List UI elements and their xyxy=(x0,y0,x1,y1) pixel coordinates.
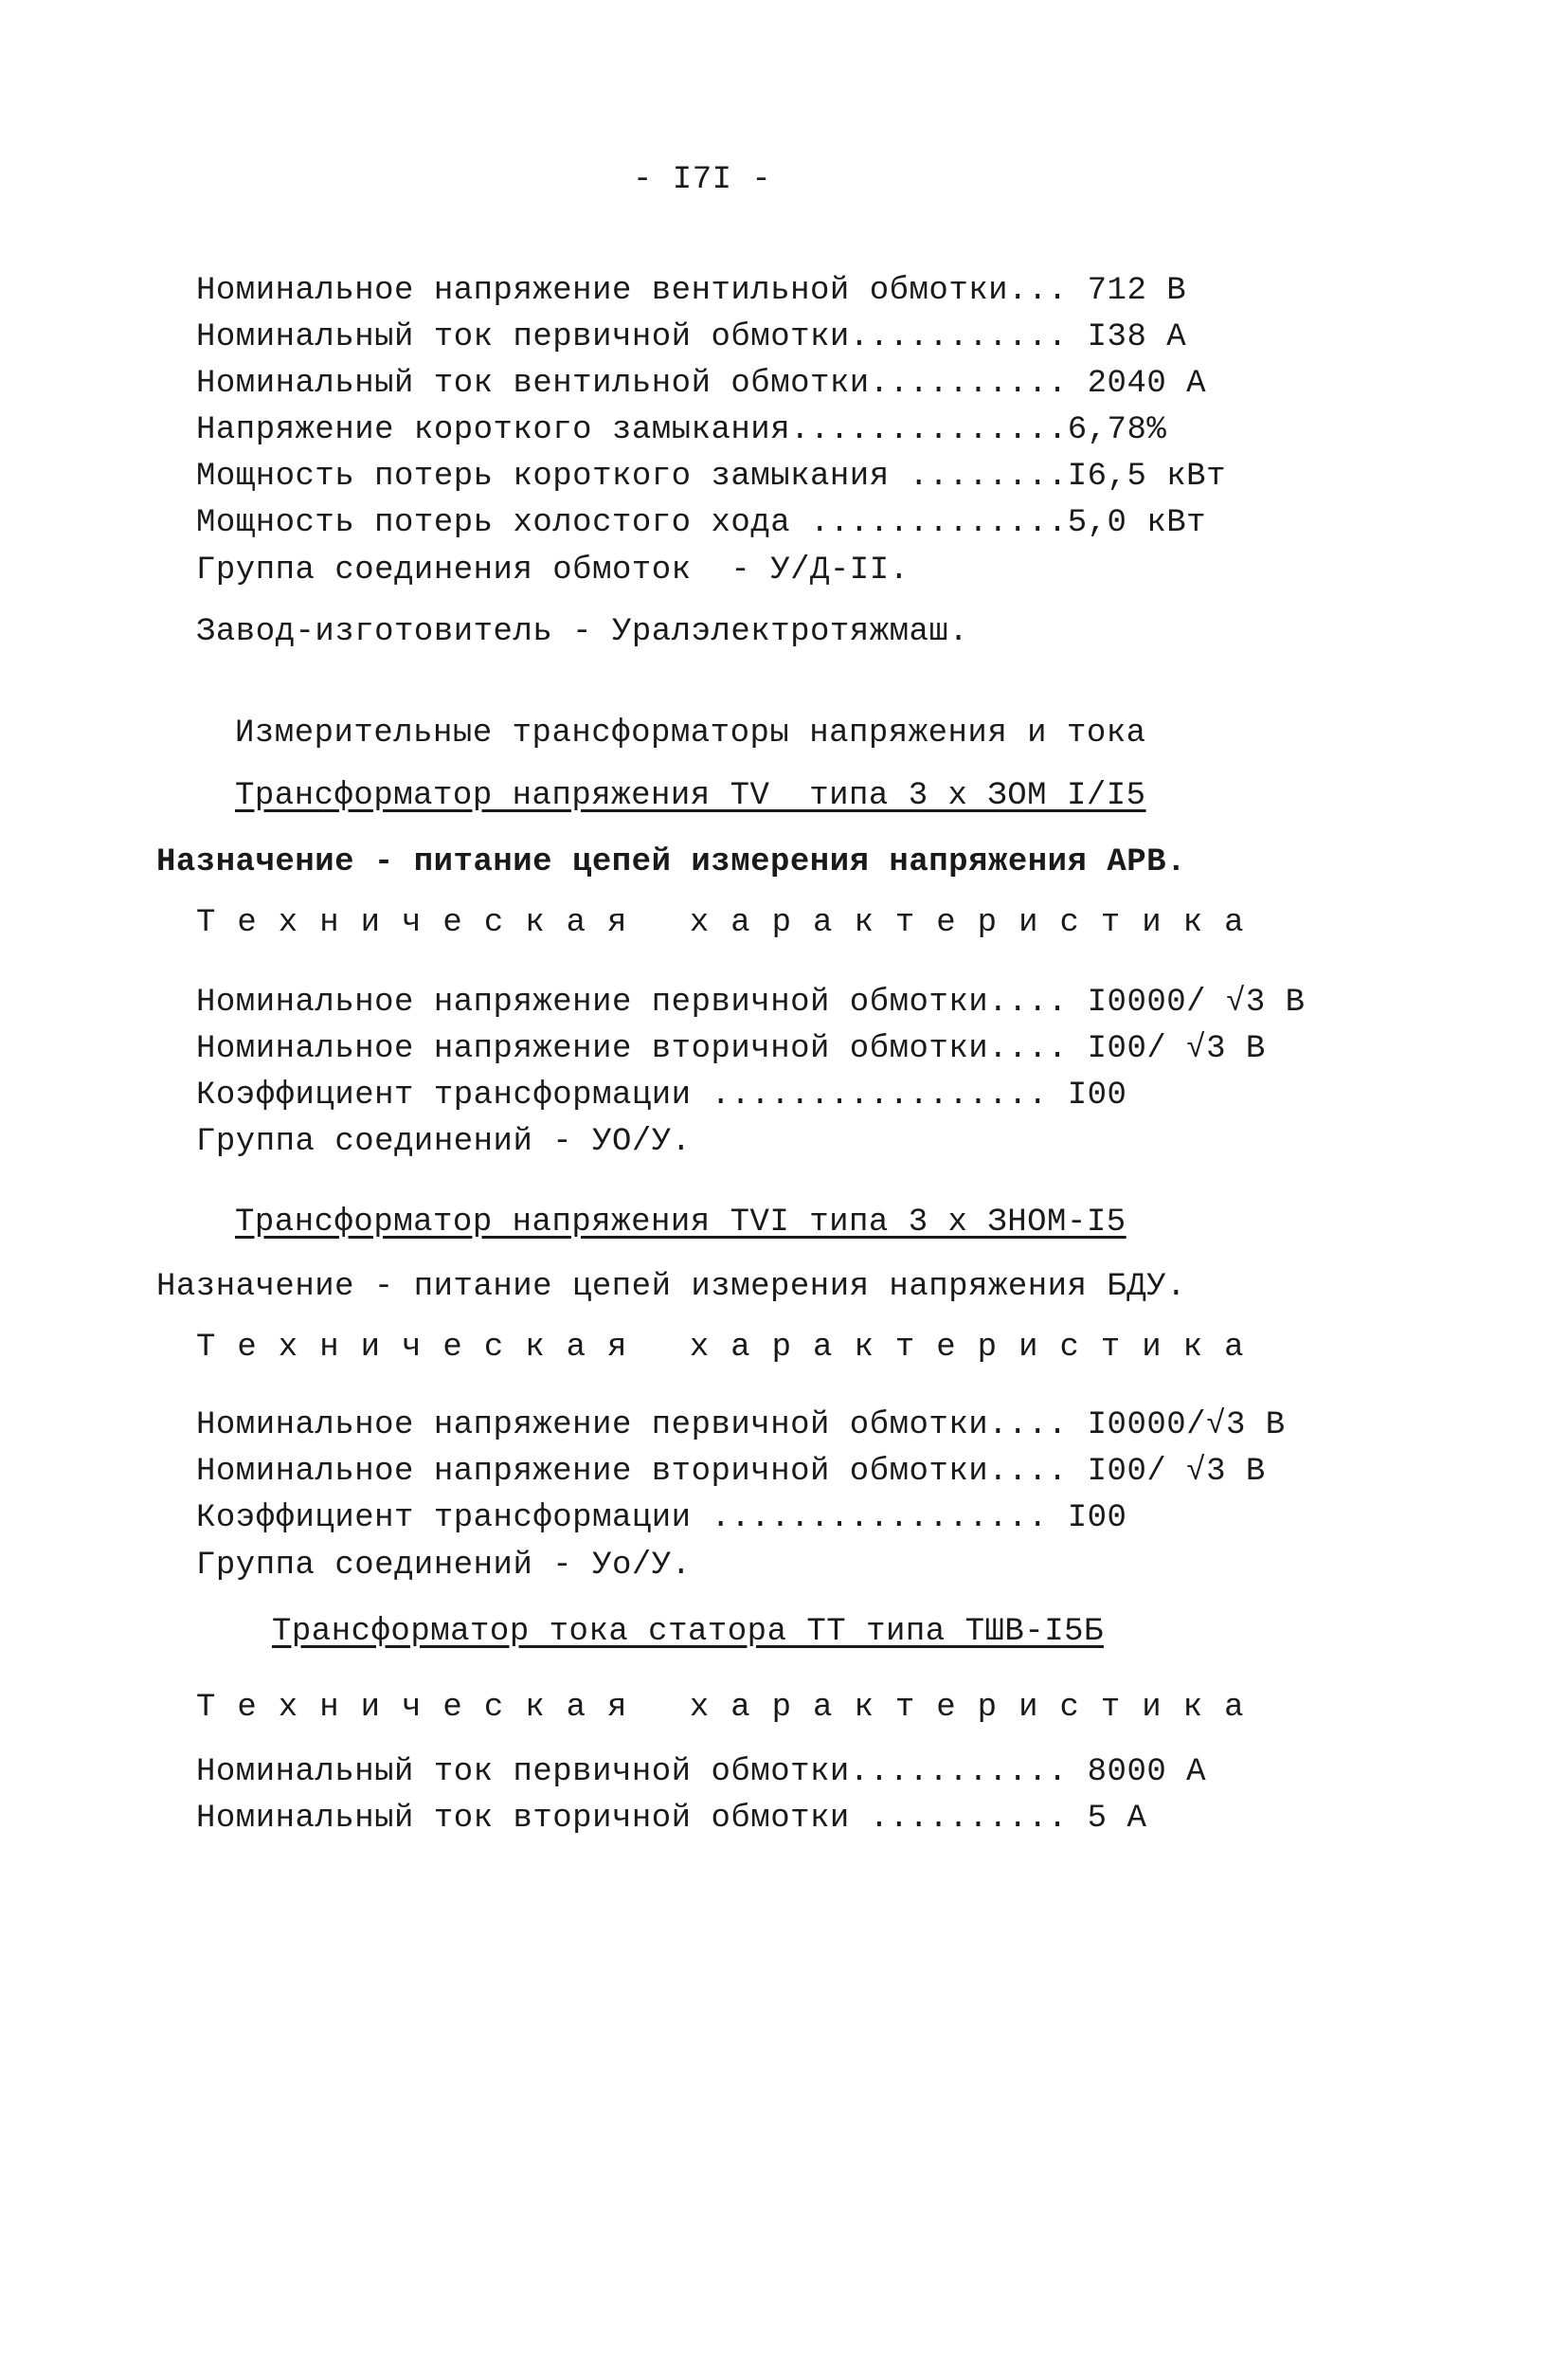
tv1-spec-line: Номинальное напряжение первичной обмотки.... I0000/√3 В xyxy=(196,1407,1286,1443)
tt-spec-line: Номинальный ток первичной обмотки........... 8000 А xyxy=(196,1754,1207,1790)
tv-spec-line: Коэффициент трансформации ................. I00 xyxy=(196,1078,1127,1114)
spec-line: Напряжение короткого замыкания..............6,78% xyxy=(196,412,1167,448)
tv1-heading: Трансформатор напряжения TVI типа 3 х ЗНОМ-I5 xyxy=(235,1205,1126,1241)
spec-line: Мощность потерь холостого хода .............5,0 кВт xyxy=(196,505,1207,541)
spec-line: Группа соединения обмоток - У/Д-II. xyxy=(196,553,910,589)
spec-line: Номинальное напряжение вентильной обмотки... 712 В xyxy=(196,273,1187,309)
tv1-spec-line: Группа соединений - Уо/У. xyxy=(196,1548,692,1584)
tv-spec-heading: Техническая характеристика xyxy=(196,905,1266,941)
tv1-spec-line: Номинальное напряжение вторичной обмотки.... I00/ √3 В xyxy=(196,1454,1266,1490)
section-title: Измерительные трансформаторы напряжения и тока xyxy=(235,716,1146,752)
tt-heading: Трансформатор тока статора ТТ типа ТШВ-I5Б xyxy=(272,1614,1104,1650)
spec-line: Мощность потерь короткого замыкания ........I6,5 кВт xyxy=(196,459,1226,495)
tv-spec-line: Группа соединений - УО/У. xyxy=(196,1124,692,1160)
tt-spec-heading: Техническая характеристика xyxy=(196,1690,1266,1726)
tv1-spec-line: Коэффициент трансформации ................. I00 xyxy=(196,1500,1127,1536)
tv-spec-line: Номинальное напряжение первичной обмотки.... I0000/ √3 В xyxy=(196,985,1306,1021)
tv-purpose: Назначение - питание цепей измерения напряжения АРВ. xyxy=(156,844,1186,880)
tv1-purpose: Назначение - питание цепей измерения напряжения БДУ. xyxy=(156,1269,1186,1305)
tv-heading: Трансформатор напряжения TV типа 3 х ЗОМ I/I5 xyxy=(235,778,1146,814)
manufacturer-line: Завод-изготовитель - Уралэлектротяжмаш. xyxy=(196,614,969,650)
tt-spec-line: Номинальный ток вторичной обмотки .......... 5 А xyxy=(196,1801,1147,1837)
spec-line: Номинальный ток вентильной обмотки.......... 2040 А xyxy=(196,366,1207,402)
page-number: - I7I - xyxy=(633,162,772,198)
tv1-spec-heading: Техническая характеристика xyxy=(196,1330,1266,1366)
tv-spec-line: Номинальное напряжение вторичной обмотки.... I00/ √3 В xyxy=(196,1031,1266,1067)
spec-line: Номинальный ток первичной обмотки........... I38 А xyxy=(196,319,1187,355)
